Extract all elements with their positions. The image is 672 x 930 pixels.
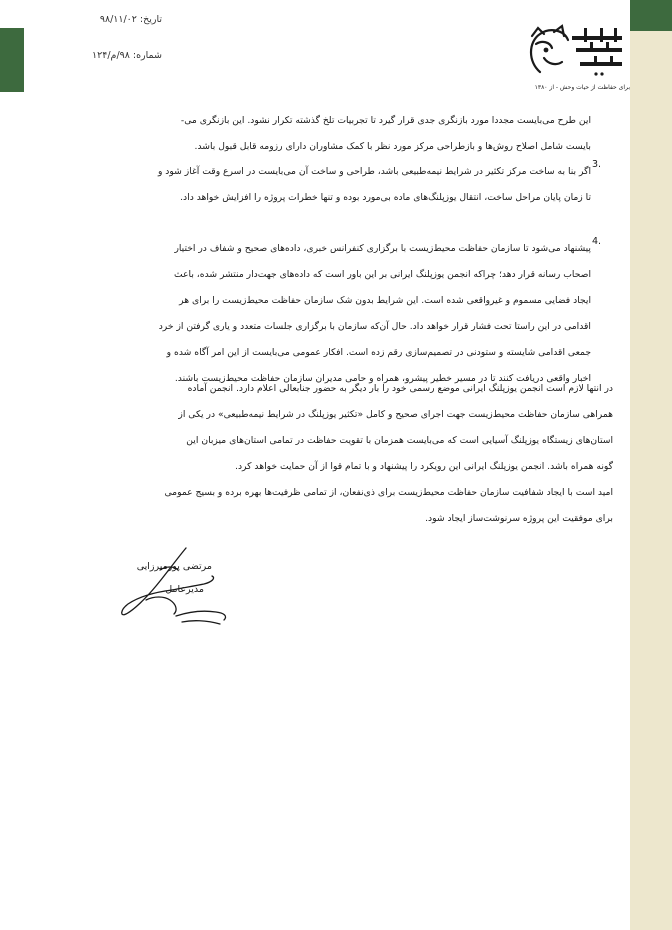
text-line: برای موفقیت این پروژه سرنوشت‌ساز ایجاد شود. [425,513,613,524]
text-line: اصحاب رسانه قرار دهد؛ چراکه انجمن یوزپلنگ ایرانی بر این باور است که داده‌های جهت‌دار منتشر شده، باعث [174,269,591,280]
number-value: ۹۸/م/۱۲۴ [92,50,130,61]
text-line: اخبار واقعی دریافت کنند تا در مسیر خطیر پیشرو، همراه و حامی مدیران سازمان حفاظت محیط‌زیست باشند. [174,373,591,384]
signatory-role: مدیرعامل [165,584,204,595]
text-line: گونه همراه باشد. انجمن یوزپلنگ ایرانی این رویکرد را پیشنهاد و با تمام قوا از آن حمایت خواهد کرد. [235,461,613,472]
text-line: اگر بنا به ساخت مرکز تکثیر در شرایط نیمه‌طبیعی باشد، طراحی و ساخت آن می‌بایست در اسرع وقت آغاز شود و [157,166,591,177]
text-line: این طرح می‌بایست مجددا مورد بازنگری جدی قرار گیرد تا تجربیات تلخ گذشته تکرار نشود. این بازنگری می- [180,115,591,126]
text-line: ایجاد فضایی مسموم و غیرواقعی شده است. این شرایط بدون شک سازمان حفاظت محیط‌زیست را برای هر [179,295,591,306]
text-line: پیشنهاد می‌شود تا سازمان حفاظت محیط‌زیست با برگزاری کنفرانس خبری، داده‌های صحیح و شفاف در اختیار [174,243,591,254]
text-line: همراهی سازمان حفاظت محیط‌زیست جهت اجرای صحیح و کامل «تکثیر یوزپلنگ در شرایط نیمه‌طبیعی» در یکی از [178,409,613,420]
letter-date [62,14,162,25]
text-line: استان‌های زیستگاه یوزپلنگ آسیایی است که می‌بایست همزمان با تقویت حفاظت در تمامی استان‌های میزبان این [186,435,613,446]
item-4-number: 4. [592,236,602,247]
left-green-tab [0,28,24,92]
text-line: اقدامی در این راستا تحت فشار قرار خواهد داد. حال آن‌که سازمان با برگزاری جلسات متعدد و یاری گرفتن از خرد [158,321,591,332]
continuation-paragraph [78,108,591,160]
handwritten-signature [116,540,238,640]
closing-paragraph [84,376,613,532]
signatory-name: مرتضی پورمیرزایی [136,561,212,572]
text-line: بایست شامل اصلاح روش‌ها و بازطراحی مرکز مورد نظر با کمک مشاوران دارای رزومه قابل قبول باشد. [194,141,591,152]
top-right-green-band [630,0,672,31]
date-value: ۹۸/۱۱/۰۲ [99,14,137,25]
item-3-paragraph [78,159,591,211]
logo-caption: برای حفاظت از حیات وحش - از ۱۳۸۰ [534,84,630,91]
letter-number [62,50,162,61]
item-4-paragraph [78,236,591,392]
right-cream-sidebar [630,31,672,930]
text-line: امید است با ایجاد شفافیت سازمان حفاظت محیط‌زیست برای ذی‌نفعان، از تمامی ظرفیت‌ها بهره برده و بسیج عمومی [164,487,613,498]
item-3-number: 3. [592,159,602,170]
text-line: تا زمان پایان مراحل ساخت، انتقال یوزپلنگ‌های ماده بی‌مورد بوده و تنها خطرات پروژه را افزایش خواهد داد. [180,192,591,203]
text-line: در انتها لازم است انجمن یوزپلنگ ایرانی موضع رسمی خود را بار دیگر به حضور جنابعالی اعلام دارد. انجمن آماده [187,383,613,394]
text-line: جمعی اقدامی شایسته و ستودنی در تصمیم‌سازی رقم زده است. افکار عمومی می‌بایست از این امر آگاه شده و [166,347,591,358]
date-label: تاریخ: [139,14,162,25]
number-label: شماره: [132,50,162,61]
